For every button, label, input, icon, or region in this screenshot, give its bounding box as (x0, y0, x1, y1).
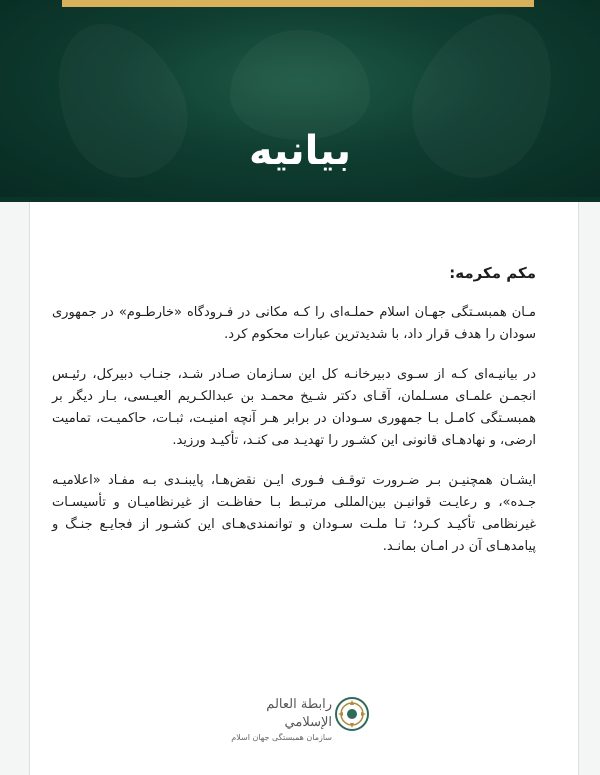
decorative-leaf (230, 30, 370, 140)
footer-logo (0, 696, 600, 740)
letter-body (52, 262, 536, 576)
letter-paragraph: مـان همبسـتگی جهـان اسلام حملـه‌ای را کـه مکانی در فـرودگاه «خارطـوم» در جمهوری سودان را هدف قرار داد، با شدیدترین عبارات محکوم کرد. (52, 305, 536, 342)
page-title: بیانیه (249, 128, 351, 174)
logo-wordmark (224, 696, 332, 744)
logo-persian-name: سازمان همبستگی جهان اسلام (231, 733, 332, 742)
gold-top-bar (62, 0, 534, 7)
letter-paragraph: ایشـان همچنیـن بـر ضـرورت توقـف فـوری ایـن نقض‌هـا، پایبنـدی بـه مفـاد «اعلامیـه جـده»، و رعایـت قوانیـن بین‌المللی مرتبـط بـا حفاظـت از غیرنظامیـان و تأسیسـات غیرنظامی تأکیـد کـرد؛ تـا ملـت سـودان و توانمندی‌هـای این کشـور از فجایـع جنـگ و پیامدهـای آن در امـان بمانـد. (52, 473, 536, 554)
header-banner (0, 0, 600, 202)
letter-greeting: مکم مکرمه: (449, 264, 536, 282)
logo-arabic-name: رابطة العالم الإسلامي (266, 697, 332, 730)
letter-paragraph: در بیانیـه‌ای کـه از سـوی دبیرخانـه کل این سـازمان صـادر شـد، جنـاب دبیرکل، رئیـس انجمـن علمـای مسـلمان، آقـای دکتر شـیخ محمـد بن عبدالکـریم العیـسی، بـار دیگر بر همبسـتگی کامـل بـا جمهوری سـودان در برابر هـر آنچه امنیـت، ثبـات، حاکمیـت، تمامیت ارضی، و نهادهـای قانونی این کشـور را تهدیـد می کنـد، تأکیـد ورزید. (52, 367, 536, 448)
emblem-icon (334, 696, 370, 732)
